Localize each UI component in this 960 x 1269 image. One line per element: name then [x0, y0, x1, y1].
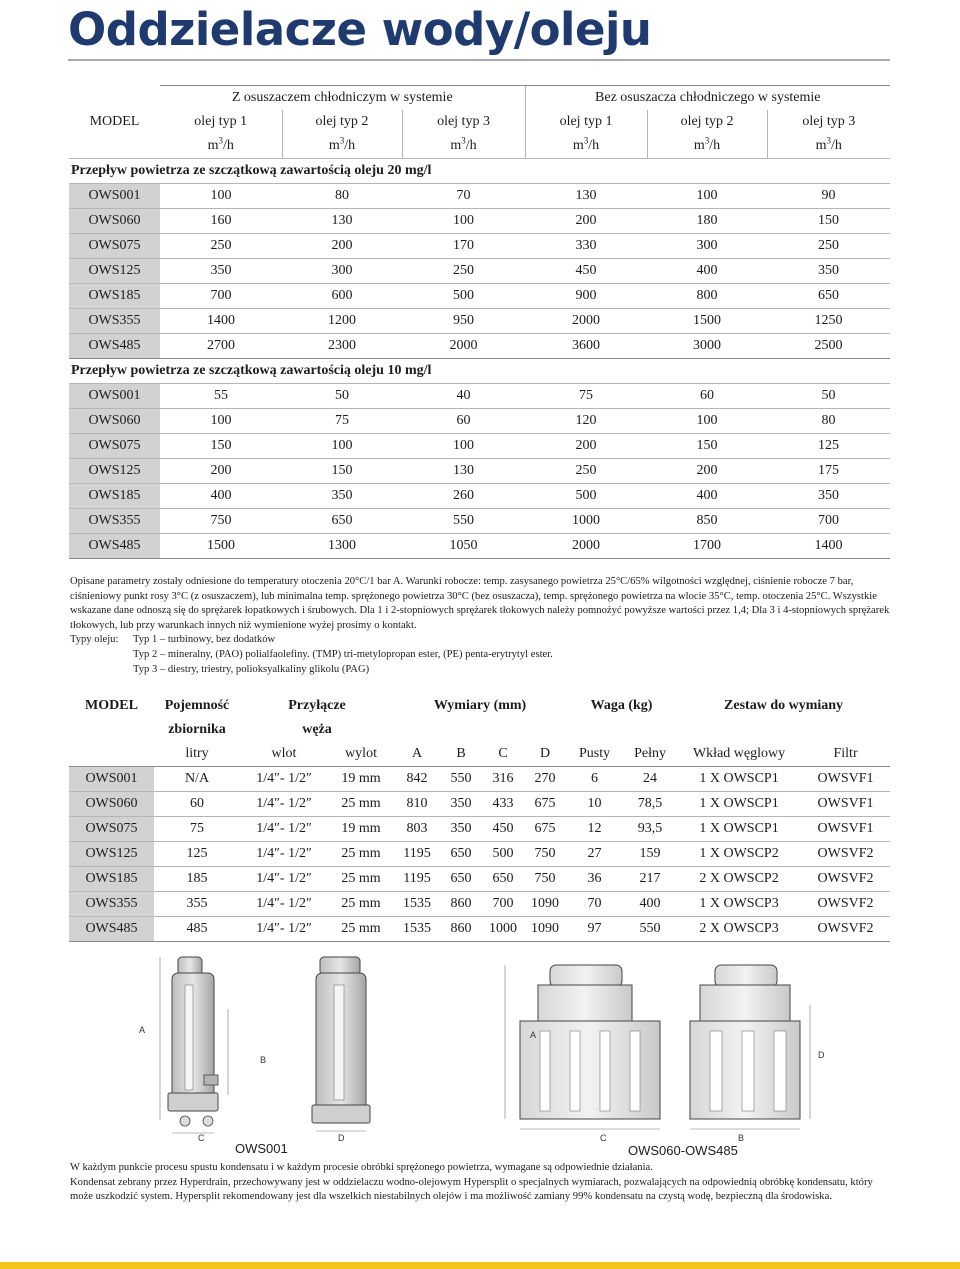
table-row	[69, 184, 890, 209]
spec-value-cell: 860	[440, 917, 482, 942]
flow-value-cell: 100	[160, 184, 282, 209]
spec-value-cell: 125	[154, 842, 240, 867]
oil-type-2: Typ 2 – mineralny, (PAO) polialfaolefiny. (TMP) tri-metylopropan ester, (PE) penta-erytrytyl ester.	[133, 648, 553, 660]
flow-value-cell: 200	[647, 459, 767, 484]
table-row	[69, 892, 890, 917]
oil-type-header: olej typ 1	[525, 110, 647, 134]
spec-value-cell: 316	[482, 767, 524, 792]
spec-value-cell: 2 X OWSCP2	[677, 867, 801, 892]
spec-value-cell: 433	[482, 792, 524, 817]
spec-value-cell: 70	[566, 892, 623, 917]
spec-value-cell: 25 mm	[328, 842, 394, 867]
spec-value-cell: N/A	[154, 767, 240, 792]
model-cell: OWS075	[69, 234, 160, 259]
table-row	[69, 284, 890, 309]
model-cell: OWS075	[69, 434, 160, 459]
flow-value-cell: 700	[767, 509, 890, 534]
model-cell: OWS355	[69, 892, 154, 917]
table-row	[69, 867, 890, 892]
flow-value-cell: 150	[647, 434, 767, 459]
spec-value-cell: 36	[566, 867, 623, 892]
weight-header: Waga (kg)	[590, 698, 653, 713]
table-row	[69, 917, 890, 942]
flow-value-cell: 90	[767, 184, 890, 209]
flow-value-cell: 250	[767, 234, 890, 259]
flow-value-cell: 100	[402, 209, 525, 234]
spec-value-cell: 24	[623, 767, 677, 792]
table-row	[69, 509, 890, 534]
spec-value-cell: 1 X OWSCP1	[677, 767, 801, 792]
flow-value-cell: 75	[525, 384, 647, 409]
flow-value-cell: 1700	[647, 534, 767, 559]
model-header: MODEL	[85, 698, 138, 713]
dim-label-a-large: A	[530, 1030, 537, 1040]
spec-value-cell: 25 mm	[328, 867, 394, 892]
flow-value-cell: 100	[160, 409, 282, 434]
spec-value-cell: 97	[566, 917, 623, 942]
group-header-without-dryer: Bez osuszacza chłodniczego w systemie	[525, 86, 890, 111]
flow-value-cell: 250	[402, 259, 525, 284]
flow-value-cell: 50	[767, 384, 890, 409]
spec-value-cell: 1/4″- 1/2″	[240, 917, 328, 942]
oil-type-1: Typ 1 – turbinowy, bez dodatków	[133, 634, 276, 646]
table-row	[69, 434, 890, 459]
flow-value-cell: 750	[160, 509, 282, 534]
model-cell: OWS185	[69, 484, 160, 509]
spec-value-cell: 12	[566, 817, 623, 842]
flow-value-cell: 350	[160, 259, 282, 284]
model-cell: OWS355	[69, 509, 160, 534]
flow-value-cell: 100	[647, 409, 767, 434]
unit-header: $m^3/h$	[525, 134, 647, 159]
flow-value-cell: 1500	[160, 534, 282, 559]
spec-value-cell: 750	[524, 867, 566, 892]
table-row	[69, 209, 890, 234]
flow-value-cell: 55	[160, 384, 282, 409]
subheader-cell: A	[411, 746, 423, 761]
model-cell: OWS185	[69, 284, 160, 309]
flow-value-cell: 450	[525, 259, 647, 284]
model-cell: OWS355	[69, 309, 160, 334]
group-header-with-dryer: Z osuszaczem chłodniczym w systemie	[160, 86, 525, 111]
flow-value-cell: 60	[647, 384, 767, 409]
flow-value-cell: 3600	[525, 334, 647, 359]
model-header: MODEL	[89, 114, 140, 129]
connection-header: Przyłącze	[288, 698, 346, 713]
spec-value-cell: 27	[566, 842, 623, 867]
flow-value-cell: 2700	[160, 334, 282, 359]
spec-value-cell: 1/4″- 1/2″	[240, 817, 328, 842]
section-title: Przepływ powietrza ze szczątkową zawartością oleju 20 mg/l	[69, 159, 890, 184]
spec-value-cell: 1195	[394, 842, 440, 867]
table-row	[69, 484, 890, 509]
caption-ows060-ows485: OWS060-OWS485	[628, 1143, 738, 1158]
section-row	[69, 159, 890, 184]
spec-value-cell: 750	[524, 842, 566, 867]
spec-value-cell: 93,5	[623, 817, 677, 842]
table-row	[69, 767, 890, 792]
flow-value-cell: 150	[160, 434, 282, 459]
flow-value-cell: 400	[647, 484, 767, 509]
flow-value-cell: 500	[402, 284, 525, 309]
model-cell: OWS060	[69, 409, 160, 434]
flow-value-cell: 1400	[160, 309, 282, 334]
model-cell: OWS485	[69, 917, 154, 942]
oil-types-label: Typy oleju:	[70, 634, 119, 646]
dimensions-header: Wymiary (mm)	[433, 698, 527, 713]
flow-value-cell: 75	[282, 409, 402, 434]
spec-value-cell: 10	[566, 792, 623, 817]
ows060-side-drawing	[690, 965, 800, 1119]
section-title: Przepływ powietrza ze szczątkową zawartością oleju 10 mg/l	[69, 359, 890, 384]
model-cell: OWS060	[69, 792, 154, 817]
flow-value-cell: 1250	[767, 309, 890, 334]
ows001-side-drawing	[312, 957, 370, 1123]
spec-value-cell: 550	[440, 767, 482, 792]
flow-value-cell: 260	[402, 484, 525, 509]
table-row	[69, 792, 890, 817]
spec-value-cell: 803	[394, 817, 440, 842]
spec-value-cell: 1 X OWSCP3	[677, 892, 801, 917]
flow-value-cell: 250	[525, 459, 647, 484]
table-row	[69, 234, 890, 259]
conditions-notes	[70, 575, 890, 677]
subheader-cell: wlot	[271, 746, 297, 761]
spec-value-cell: OWSVF1	[801, 817, 890, 842]
product-drawings	[130, 945, 860, 1160]
dim-label-b: B	[260, 1055, 267, 1065]
subheader-cell: Filtr	[833, 746, 858, 761]
spec-value-cell: 1535	[394, 917, 440, 942]
subheader-cell: Pusty	[578, 746, 611, 761]
flow-value-cell: 50	[282, 384, 402, 409]
spec-value-cell: 700	[482, 892, 524, 917]
capacity-header-line2: zbiornika	[168, 722, 226, 737]
spec-value-cell: OWSVF2	[801, 892, 890, 917]
flow-value-cell: 1050	[402, 534, 525, 559]
flow-value-cell: 900	[525, 284, 647, 309]
capacity-header: Pojemność	[164, 698, 230, 713]
flow-value-cell: 400	[160, 484, 282, 509]
spec-value-cell: 6	[566, 767, 623, 792]
spec-value-cell: 1000	[482, 917, 524, 942]
flow-value-cell: 2300	[282, 334, 402, 359]
oil-type-header: olej typ 3	[402, 110, 525, 134]
flow-value-cell: 100	[282, 434, 402, 459]
subheader-cell: litry	[185, 746, 209, 761]
spec-value-cell: 1 X OWSCP2	[677, 842, 801, 867]
flow-value-cell: 1400	[767, 534, 890, 559]
page-title: Oddzielacze wody/oleju	[68, 3, 652, 56]
spec-value-cell: OWSVF1	[801, 767, 890, 792]
oil-type-header: olej typ 3	[767, 110, 890, 134]
conditions-paragraph: Opisane parametry zostały odniesione do temperatury otoczenia 20°C/1 bar A. Warunki robocze: temp. zasysanego powietrza 25°C/65% wilgotności względnej, ciśnienie robocze 7 bar, ciśnieniowy punkt rosy 3°C (z osuszaczem), lub minimalna temp. sprężonego powietrza 30°C (bez osuszacza), temp. sprężonego powietrza na wlocie 35°C, temp. otoczenia 25°C. Wszystkie wskazane dane odnoszą się do sprężarek łopatkowych i śrubowych. Dla 1 i 2-stopniowych sprężarek tłokowych należy pomnożyć powyższe wartości przez 1,4; Dla 3 i 4-stopniowych sprężarek tłokowych, lub przy warunkach innych niż wymienione wyżej prosimy o kontakt.	[70, 576, 890, 631]
unit-header: $m^3/h$	[767, 134, 890, 159]
flow-value-cell: 350	[767, 259, 890, 284]
spec-value-cell: 1/4″- 1/2″	[240, 892, 328, 917]
flow-value-cell: 40	[402, 384, 525, 409]
spec-value-cell: 25 mm	[328, 917, 394, 942]
oil-type-header: olej typ 2	[647, 110, 767, 134]
spec-value-cell: 19 mm	[328, 817, 394, 842]
flow-value-cell: 250	[160, 234, 282, 259]
flow-value-cell: 1000	[525, 509, 647, 534]
unit-header: $m^3/h$	[282, 134, 402, 159]
table-row	[69, 309, 890, 334]
spec-value-cell: 485	[154, 917, 240, 942]
title-divider	[68, 59, 890, 61]
table-row	[69, 817, 890, 842]
spec-value-cell: 159	[623, 842, 677, 867]
model-cell: OWS185	[69, 867, 154, 892]
flow-value-cell: 170	[402, 234, 525, 259]
dim-label-d-large: D	[818, 1050, 825, 1060]
spec-value-cell: 550	[623, 917, 677, 942]
flow-value-cell: 160	[160, 209, 282, 234]
spec-value-cell: 1/4″- 1/2″	[240, 842, 328, 867]
model-cell: OWS485	[69, 334, 160, 359]
table-row	[69, 384, 890, 409]
subheader-cell: Wkład węglowy	[692, 746, 786, 761]
spec-value-cell: 1/4″- 1/2″	[240, 792, 328, 817]
flow-table	[69, 85, 890, 559]
spec-value-cell: OWSVF1	[801, 792, 890, 817]
flow-value-cell: 2000	[402, 334, 525, 359]
flow-value-cell: 2000	[525, 309, 647, 334]
dim-label-a: A	[139, 1025, 146, 1035]
spec-value-cell: 1/4″- 1/2″	[240, 867, 328, 892]
flow-value-cell: 130	[282, 209, 402, 234]
flow-value-cell: 800	[647, 284, 767, 309]
flow-value-cell: 200	[282, 234, 402, 259]
flow-value-cell: 350	[767, 484, 890, 509]
spec-value-cell: OWSVF2	[801, 842, 890, 867]
flow-value-cell: 60	[402, 409, 525, 434]
spec-value-cell: 25 mm	[328, 892, 394, 917]
spec-value-cell: 1535	[394, 892, 440, 917]
model-cell: OWS485	[69, 534, 160, 559]
kit-header: Zestaw do wymiany	[724, 698, 844, 713]
subheader-cell: Pełny	[634, 746, 666, 761]
flow-value-cell: 100	[647, 184, 767, 209]
flow-value-cell: 3000	[647, 334, 767, 359]
spec-value-cell: 25 mm	[328, 792, 394, 817]
model-cell: OWS001	[69, 767, 154, 792]
subheader-cell: D	[539, 746, 551, 761]
table-row	[69, 534, 890, 559]
flow-value-cell: 130	[402, 459, 525, 484]
flow-value-cell: 1300	[282, 534, 402, 559]
table-row	[69, 842, 890, 867]
flow-value-cell: 300	[282, 259, 402, 284]
flow-value-cell: 120	[525, 409, 647, 434]
spec-value-cell: 810	[394, 792, 440, 817]
table-row	[69, 459, 890, 484]
spec-value-cell: 650	[440, 867, 482, 892]
model-cell: OWS125	[69, 259, 160, 284]
flow-value-cell: 150	[767, 209, 890, 234]
model-cell: OWS001	[69, 184, 160, 209]
flow-value-cell: 650	[282, 509, 402, 534]
spec-value-cell: 270	[524, 767, 566, 792]
spec-value-cell: 350	[440, 817, 482, 842]
spec-value-cell: 1090	[524, 892, 566, 917]
unit-header: $m^3/h$	[207, 135, 234, 153]
flow-value-cell: 850	[647, 509, 767, 534]
flow-value-cell: 80	[282, 184, 402, 209]
section-row	[69, 359, 890, 384]
spec-value-cell: 350	[440, 792, 482, 817]
spec-value-cell: 1195	[394, 867, 440, 892]
flow-value-cell: 2500	[767, 334, 890, 359]
spec-value-cell: 842	[394, 767, 440, 792]
table-row	[69, 409, 890, 434]
unit-header: $m^3/h$	[647, 134, 767, 159]
spec-value-cell: 217	[623, 867, 677, 892]
subheader-cell: C	[498, 746, 508, 761]
spec-table	[69, 694, 890, 942]
flow-value-cell: 500	[525, 484, 647, 509]
flow-value-cell: 330	[525, 234, 647, 259]
footer-text	[70, 1161, 890, 1205]
flow-value-cell: 300	[647, 234, 767, 259]
dim-label-d: D	[338, 1133, 345, 1143]
spec-value-cell: 650	[440, 842, 482, 867]
spec-value-cell: 650	[482, 867, 524, 892]
model-cell: OWS125	[69, 842, 154, 867]
spec-value-cell: 400	[623, 892, 677, 917]
spec-value-cell: 355	[154, 892, 240, 917]
spec-value-cell: 60	[154, 792, 240, 817]
flow-value-cell: 200	[160, 459, 282, 484]
flow-value-cell: 130	[525, 184, 647, 209]
spec-value-cell: 675	[524, 792, 566, 817]
flow-value-cell: 175	[767, 459, 890, 484]
spec-value-cell: 2 X OWSCP3	[677, 917, 801, 942]
flow-value-cell: 550	[402, 509, 525, 534]
connection-header-line2: węża	[302, 722, 332, 737]
spec-value-cell: 1090	[524, 917, 566, 942]
table-row	[69, 334, 890, 359]
ows060-front-drawing	[520, 965, 660, 1119]
flow-value-cell: 700	[160, 284, 282, 309]
unit-header: $m^3/h$	[402, 134, 525, 159]
flow-value-cell: 650	[767, 284, 890, 309]
oil-type-3: Typ 3 – diestry, triestry, polioksyalkaliny glikolu (PAG)	[133, 663, 370, 675]
flow-value-cell: 1200	[282, 309, 402, 334]
spec-value-cell: 675	[524, 817, 566, 842]
spec-value-cell: 1/4″- 1/2″	[240, 767, 328, 792]
spec-value-cell: 1 X OWSCP1	[677, 817, 801, 842]
flow-value-cell: 2000	[525, 534, 647, 559]
subheader-cell: wylot	[345, 746, 377, 761]
accent-bar	[0, 1262, 960, 1269]
ows001-front-drawing	[168, 957, 218, 1126]
spec-value-cell: OWSVF2	[801, 917, 890, 942]
table-row	[69, 259, 890, 284]
flow-value-cell: 950	[402, 309, 525, 334]
flow-value-cell: 125	[767, 434, 890, 459]
dim-label-c: C	[198, 1133, 205, 1143]
flow-value-cell: 80	[767, 409, 890, 434]
spec-value-cell: 19 mm	[328, 767, 394, 792]
spec-value-cell: 500	[482, 842, 524, 867]
model-cell: OWS001	[69, 384, 160, 409]
flow-value-cell: 350	[282, 484, 402, 509]
flow-value-cell: 400	[647, 259, 767, 284]
caption-ows001: OWS001	[235, 1141, 288, 1156]
spec-value-cell: 1 X OWSCP1	[677, 792, 801, 817]
flow-value-cell: 150	[282, 459, 402, 484]
oil-type-header: olej typ 2	[282, 110, 402, 134]
spec-value-cell: 78,5	[623, 792, 677, 817]
flow-value-cell: 200	[525, 209, 647, 234]
subheader-cell: B	[456, 746, 466, 761]
dim-label-c-large: C	[600, 1133, 607, 1143]
spec-value-cell: 185	[154, 867, 240, 892]
spec-value-cell: OWSVF2	[801, 867, 890, 892]
dim-label-b-large: B	[738, 1133, 745, 1143]
flow-value-cell: 1500	[647, 309, 767, 334]
model-cell: OWS125	[69, 459, 160, 484]
flow-value-cell: 70	[402, 184, 525, 209]
flow-value-cell: 600	[282, 284, 402, 309]
spec-value-cell: 860	[440, 892, 482, 917]
oil-type-header: olej typ 1	[194, 114, 248, 129]
model-cell: OWS060	[69, 209, 160, 234]
spec-value-cell: 450	[482, 817, 524, 842]
flow-value-cell: 180	[647, 209, 767, 234]
spec-value-cell: 75	[154, 817, 240, 842]
model-cell: OWS075	[69, 817, 154, 842]
flow-value-cell: 100	[402, 434, 525, 459]
footer-line-1: W każdym punkcie procesu spustu kondensatu i w każdym procesie obróbki sprężonego powietrza, wymagane są odpowiednie działania.	[70, 1162, 653, 1173]
flow-value-cell: 200	[525, 434, 647, 459]
footer-line-2: Kondensat zebrany przez Hyperdrain, przechowywany jest w oddzielaczu wodno-olejowym Hypersplit o specjalnych wymiarach, pozwalających na odpowiednią obróbkę kondensatu, który może uszkodzić system. Hypersplit rekomendowany jest dla wszelkich niestabilnych olejów i ma możliwość zamiany 99% kondensatu na czystą wodę, bezpieczną dla środowiska.	[70, 1176, 873, 1203]
